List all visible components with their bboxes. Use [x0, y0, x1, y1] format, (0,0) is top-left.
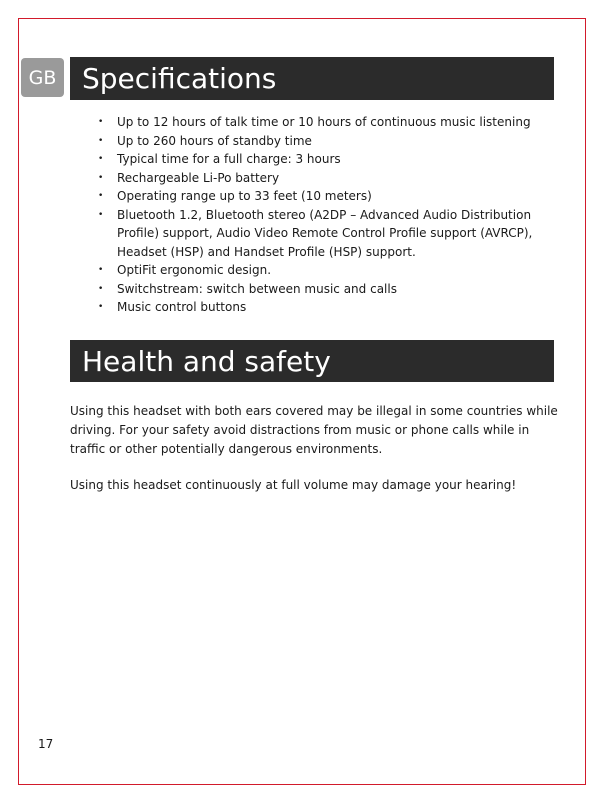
page-number: 17 [38, 737, 54, 751]
list-item-text: Rechargeable Li-Po battery [117, 170, 280, 185]
list-item-text: Up to 260 hours of standby time [117, 133, 312, 148]
list-item [98, 206, 538, 262]
bullet-icon: • [98, 172, 104, 183]
bullet-icon: • [98, 135, 104, 146]
list-item [98, 298, 538, 317]
specifications-list [98, 113, 538, 317]
list-item-text: Switchstream: switch between music and calls [117, 281, 397, 296]
language-tab: GB [21, 58, 64, 97]
specifications-heading: Specifications [70, 57, 554, 100]
hearing-warning-paragraph: Using this headset continuously at full volume may damage your hearing! [70, 478, 517, 492]
list-item [98, 169, 538, 188]
bullet-icon: • [98, 265, 104, 275]
page-frame-left [18, 18, 19, 785]
list-item-text: Typical time for a full charge: 3 hours [117, 152, 341, 166]
bullet-icon: • [98, 209, 104, 220]
health-warning-paragraph: Using this headset with both ears covered may be illegal in some countries while driving. For your safety avoid distractions from music or phone calls while in traffic or other potentially dangerous environments. [70, 404, 558, 456]
health-and-safety-heading: Health and safety [70, 340, 554, 382]
page-frame-right [585, 18, 586, 785]
list-item [98, 280, 538, 299]
bullet-icon: • [98, 117, 104, 127]
bullet-icon: • [98, 302, 104, 312]
list-item-text: Up to 12 hours of talk time or 10 hours of continuous music listening [117, 115, 531, 129]
list-item-text: OptiFit ergonomic design. [117, 263, 272, 277]
list-item [98, 113, 538, 132]
page-frame-top [18, 18, 586, 19]
list-item [98, 132, 538, 151]
bullet-icon: • [98, 283, 104, 294]
bullet-icon: • [98, 154, 104, 164]
page-frame-bottom [18, 784, 586, 785]
list-item [98, 150, 538, 169]
list-item-text: Bluetooth 1.2, Bluetooth stereo (A2DP – Advanced Audio Distribution Profile) support, Audio Video Remote Control Profile support (AVRCP), Headset (HSP) and Handset Profile (HSP) support. [117, 207, 533, 259]
list-item-text: Music control buttons [117, 300, 247, 314]
list-item [98, 187, 538, 206]
list-item-text: Operating range up to 33 feet (10 meters) [117, 189, 372, 203]
bullet-icon: • [98, 191, 104, 201]
list-item [98, 261, 538, 280]
